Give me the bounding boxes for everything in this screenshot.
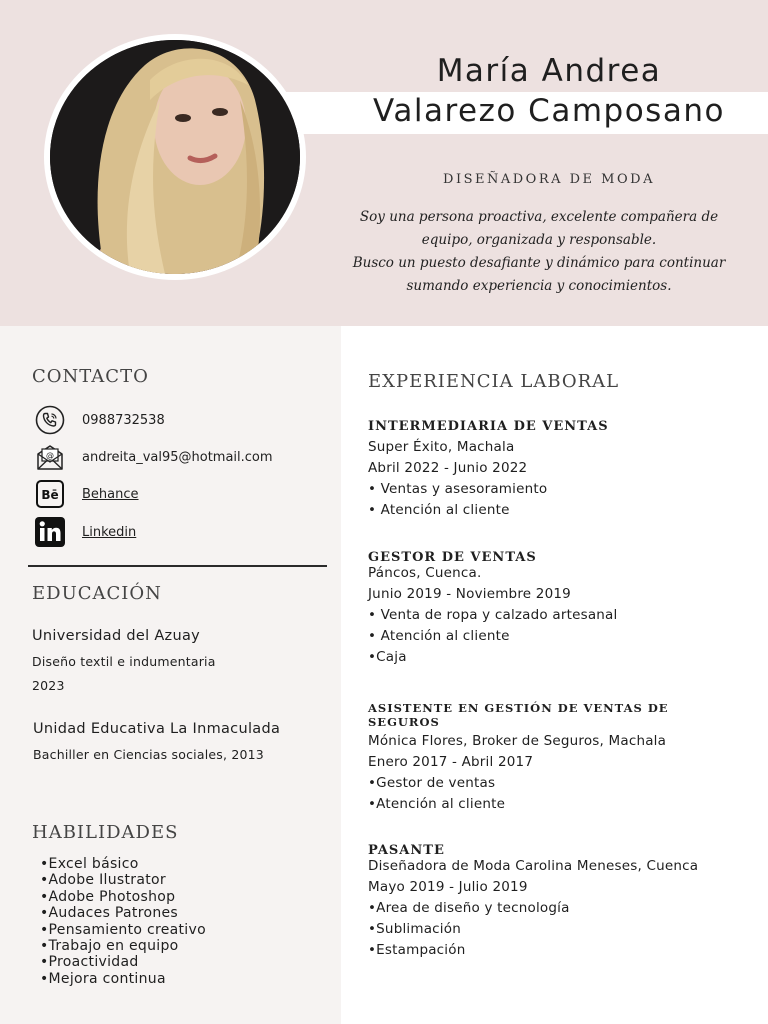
job-detail: • Ventas y asesoramiento bbox=[368, 481, 548, 497]
education-title: EDUCACIÓN bbox=[32, 583, 162, 604]
name-first: María Andrea bbox=[436, 53, 662, 89]
summary-line: equipo, organizada y responsable. bbox=[421, 232, 657, 248]
linkedin-link[interactable]: Linkedin bbox=[82, 524, 137, 540]
job-detail: •Sublimación bbox=[368, 921, 461, 937]
job-title: PASANTE bbox=[368, 843, 445, 858]
contact-linkedin[interactable] bbox=[34, 516, 137, 548]
job-detail: Páncos, Cuenca. bbox=[368, 565, 482, 581]
skills-list bbox=[40, 856, 206, 987]
job-title: SEGUROS bbox=[368, 715, 440, 729]
job-detail: Mayo 2019 - Julio 2019 bbox=[368, 879, 528, 895]
svg-text:@: @ bbox=[46, 451, 54, 460]
sidebar-divider bbox=[28, 565, 327, 567]
skill-item: •Excel básico bbox=[40, 856, 139, 872]
education-detail: Diseño textil e indumentaria bbox=[32, 654, 216, 669]
skill-item: •Adobe Ilustrator bbox=[40, 872, 166, 889]
phone-icon bbox=[34, 404, 66, 436]
email-icon bbox=[34, 441, 66, 473]
education-detail: 2023 bbox=[32, 678, 65, 693]
summary-line: Busco un puesto desafiante y dinámico para continuar bbox=[352, 255, 726, 271]
job-role: DISEÑADORA DE MODA bbox=[443, 172, 655, 187]
skill-item: •Audaces Patrones bbox=[40, 905, 179, 922]
email-address: andreita_val95@hotmail.com bbox=[82, 449, 273, 465]
job-detail: •Atención al cliente bbox=[368, 796, 506, 812]
job-detail: Mónica Flores, Broker de Seguros, Machala bbox=[368, 733, 667, 749]
job-detail: •Gestor de ventas bbox=[368, 775, 496, 791]
education-detail: Bachiller en Ciencias sociales, 2013 bbox=[33, 747, 264, 762]
job-detail: •Estampación bbox=[368, 942, 466, 958]
skill-item: •Adobe Photoshop bbox=[40, 888, 176, 905]
skill-item: •Trabajo en equipo bbox=[40, 938, 179, 955]
skills-title: HABILIDADES bbox=[32, 822, 179, 843]
experience-title: EXPERIENCIA LABORAL bbox=[368, 371, 620, 392]
job-detail: Super Éxito, Machala bbox=[368, 439, 515, 455]
job-title: INTERMEDIARIA DE VENTAS bbox=[368, 419, 609, 434]
contact-behance[interactable] bbox=[34, 478, 139, 510]
linkedin-icon bbox=[34, 516, 66, 548]
job-title: ASISTENTE EN GESTIÓN DE VENTAS DE bbox=[368, 701, 669, 715]
summary-line: Soy una persona proactiva, excelente compañera de bbox=[359, 209, 719, 225]
job-detail: •Area de diseño y tecnología bbox=[368, 900, 570, 916]
job-detail: Enero 2017 - Abril 2017 bbox=[368, 754, 534, 770]
job-detail: • Atención al cliente bbox=[368, 502, 510, 518]
profile-summary bbox=[330, 206, 748, 298]
behance-link[interactable]: Behance bbox=[82, 486, 139, 502]
job-detail: •Caja bbox=[368, 649, 407, 665]
profile-photo bbox=[50, 40, 300, 274]
job-detail: Junio 2019 - Noviembre 2019 bbox=[368, 586, 571, 602]
skill-item: •Mejora continua bbox=[40, 970, 166, 987]
job-detail: • Atención al cliente bbox=[368, 628, 510, 644]
contact-phone[interactable] bbox=[34, 404, 165, 436]
skill-item: •Pensamiento creativo bbox=[40, 921, 206, 938]
contact-email[interactable] bbox=[34, 441, 273, 473]
education-institution: Universidad del Azuay bbox=[32, 628, 201, 644]
skill-item: •Proactividad bbox=[40, 954, 139, 971]
svg-text:Bē: Bē bbox=[41, 488, 59, 502]
job-title: GESTOR DE VENTAS bbox=[368, 550, 537, 565]
name-last: Valarezo Camposano bbox=[373, 93, 725, 129]
contact-title: CONTACTO bbox=[32, 366, 149, 387]
education-institution: Unidad Educativa La Inmaculada bbox=[33, 721, 281, 737]
job-detail: • Venta de ropa y calzado artesanal bbox=[368, 607, 618, 623]
job-detail: Diseñadora de Moda Carolina Meneses, Cuenca bbox=[368, 858, 699, 874]
summary-line: sumando experiencia y conocimientos. bbox=[406, 278, 672, 294]
behance-icon bbox=[34, 478, 66, 510]
job-detail: Abril 2022 - Junio 2022 bbox=[368, 460, 528, 476]
phone-number: 0988732538 bbox=[82, 412, 165, 428]
